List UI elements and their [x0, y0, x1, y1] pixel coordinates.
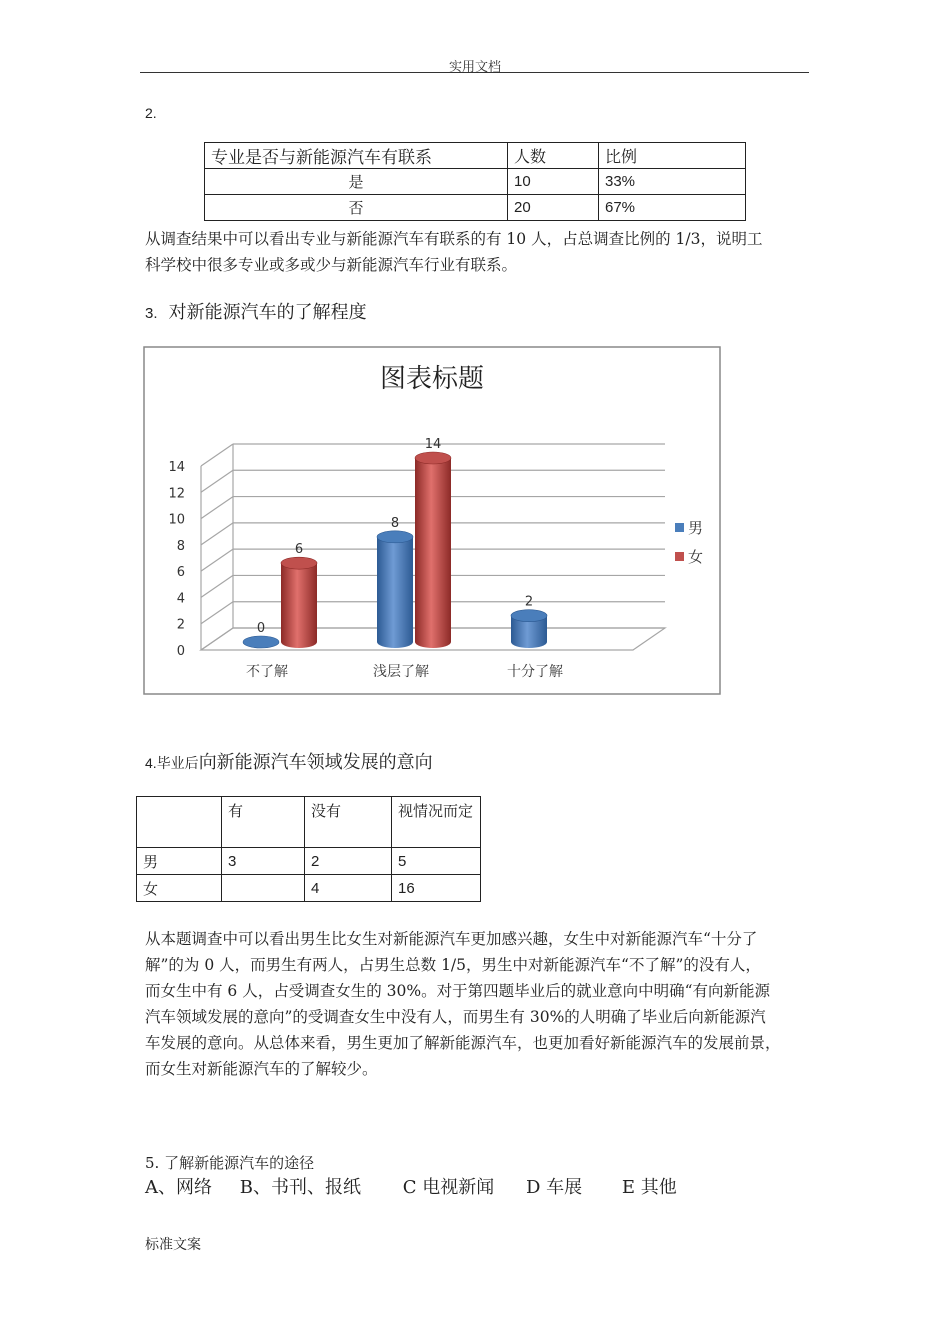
section-title-small: 毕业后: [156, 756, 199, 772]
paragraph-line: 车发展的意向。从总体来看，男生更加了解新能源汽车，也更加看好新能源汽车的发展前景，: [145, 1034, 781, 1052]
paragraph-line: 从本题调查中可以看出男生比女生对新能源汽车更加感兴趣，女生中对新能源汽车“十分了: [145, 930, 758, 948]
table-header-cell: 有: [222, 797, 305, 848]
bar-chart: [143, 346, 721, 696]
table-row: [137, 875, 481, 902]
paragraph-line: 科学校中很多专业或多或少与新能源汽车行业有联系。: [145, 256, 518, 274]
bar-top-female: [415, 452, 451, 464]
table-major-relation: [204, 142, 746, 221]
table-header-cell: 比例: [599, 143, 746, 169]
table-row: [205, 195, 746, 221]
table-cell: 3: [222, 848, 305, 875]
x-tick-label: 不了解: [246, 664, 288, 680]
data-label: 0: [256, 621, 266, 636]
section-5-options: [145, 1173, 677, 1199]
paragraph-line: 汽车领域发展的意向”的受调查女生中没有人，而男生有 30%的人明确了毕业后向新能源汽: [145, 1008, 766, 1026]
data-label: 6: [294, 542, 304, 558]
legend-label: 男: [688, 519, 704, 537]
table-cell: 4: [305, 875, 392, 902]
bar-female: [415, 458, 451, 648]
paragraph-line: 而女生中有 6 人，占受调查女生的 30%。对于第四题毕业后的就业意向中明确“有向新能源: [145, 982, 771, 1000]
table-career-intention: [136, 796, 481, 902]
y-tick-label: 0: [176, 644, 185, 659]
y-tick-label: 2: [176, 617, 185, 633]
section-number: 3.: [145, 305, 158, 322]
table-cell: 10: [508, 169, 599, 195]
paragraph-line: 而女生对新能源汽车的了解较少。: [145, 1060, 378, 1078]
table-cell: 2: [305, 848, 392, 875]
table-cell: 是: [205, 169, 508, 195]
table-header-cell: 没有: [305, 797, 392, 848]
bar-male: [377, 537, 413, 648]
y-tick-label: 4: [176, 591, 185, 607]
bar-top-female: [281, 557, 317, 569]
table-cell: 男: [137, 848, 222, 875]
section-4-heading: [145, 748, 433, 774]
legend-label: 女: [688, 548, 704, 566]
x-tick-label: 浅层了解: [373, 664, 429, 680]
chart-title: 图表标题: [379, 364, 485, 394]
section-title: 对新能源汽车的了解程度: [168, 302, 367, 323]
y-tick-label: 10: [168, 512, 185, 528]
section-number: 4.: [145, 755, 157, 771]
page-footer: 标准文案: [145, 1237, 201, 1253]
table-header-cell: 视情况而定: [392, 797, 481, 848]
legend-swatch: [675, 552, 684, 561]
section-3-heading: [145, 298, 367, 324]
table-cell: 20: [508, 195, 599, 221]
option-a: A、网络: [145, 1177, 212, 1198]
table-cell: 5: [392, 848, 481, 875]
paragraph-section-2: [145, 226, 825, 278]
table-header-row: [137, 797, 481, 848]
paragraph-line: 从调查结果中可以看出专业与新能源汽车有联系的有 10 人，占总调查比例的 1/3，说明工: [145, 230, 763, 248]
table-header-row: [205, 143, 746, 169]
option-c: C 电视新闻: [402, 1177, 495, 1198]
table-cell: 33%: [599, 169, 746, 195]
legend-swatch: [675, 523, 684, 532]
table-header-cell: 专业是否与新能源汽车有联系: [205, 143, 508, 169]
header-rule: [140, 72, 809, 73]
table-cell: [222, 875, 305, 902]
table-cell: 16: [392, 875, 481, 902]
table-row: [137, 848, 481, 875]
option-b: B、书刊、报纸: [239, 1177, 361, 1198]
data-label: 2: [524, 594, 534, 610]
y-tick-label: 6: [176, 565, 185, 581]
bar-top-male: [377, 531, 413, 543]
data-label: 8: [390, 515, 400, 531]
bar-top-male: [243, 636, 279, 648]
y-tick-label: 8: [176, 538, 185, 554]
table-cell: 否: [205, 195, 508, 221]
section-5-heading: 5. 了解新能源汽车的途径: [145, 1154, 315, 1172]
option-e: E 其他: [621, 1177, 677, 1198]
section-2-number: 2.: [145, 105, 157, 121]
section-title: 向新能源汽车领域发展的意向: [198, 752, 433, 773]
table-header-cell: [137, 797, 222, 848]
bar-female: [281, 563, 317, 648]
option-d: D 车展: [525, 1177, 583, 1198]
y-tick-label: 14: [168, 460, 185, 475]
table-cell: 女: [137, 875, 222, 902]
table-cell: 67%: [599, 195, 746, 221]
table-row: [205, 169, 746, 195]
x-tick-label: 十分了解: [507, 664, 563, 680]
data-label: 14: [424, 437, 442, 452]
paragraph-line: 解”的为 0 人，而男生有两人，占男生总数 1/5，男生中对新能源汽车“不了解”的没有人，: [145, 956, 761, 974]
bar-top-male: [511, 610, 547, 622]
y-tick-label: 12: [168, 486, 185, 502]
paragraph-section-4: [145, 926, 825, 1082]
page-header: 实用文档: [448, 60, 501, 75]
table-header-cell: 人数: [508, 143, 599, 169]
